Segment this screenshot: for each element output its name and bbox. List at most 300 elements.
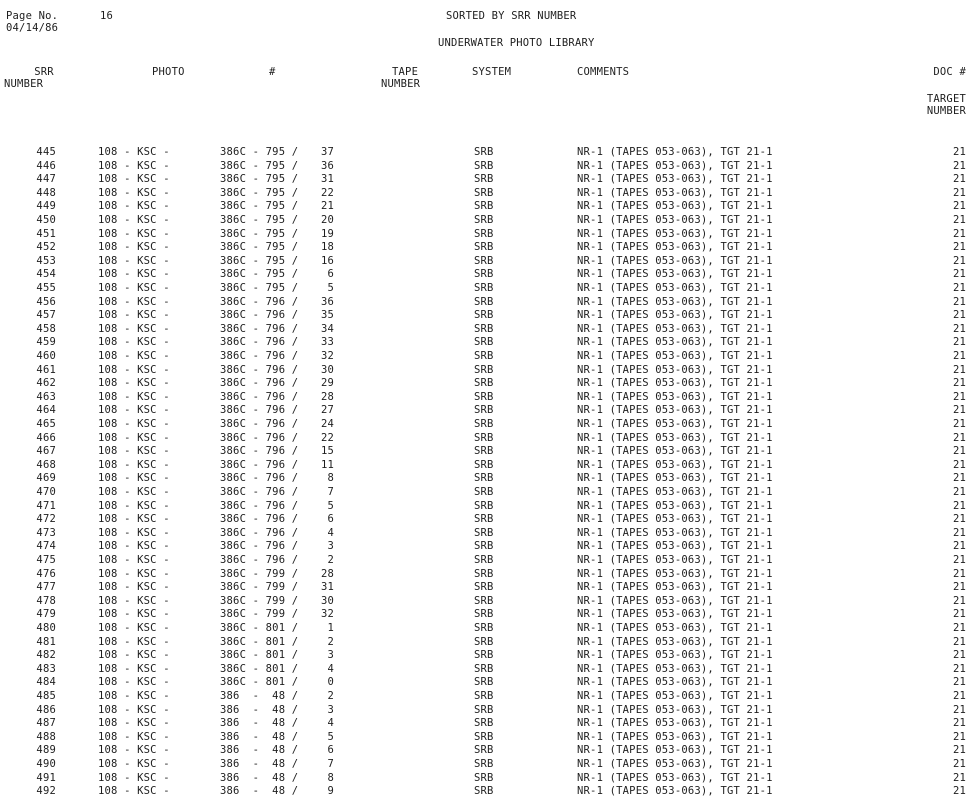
doc-number: 21 <box>952 404 966 417</box>
srr-number: 487 <box>36 717 56 730</box>
photo-prefix: 108 - KSC - <box>98 404 170 417</box>
photo-number: 2 <box>327 635 334 648</box>
system-value: SRB <box>474 513 494 526</box>
photo-code: 386C - 801 / <box>220 622 299 634</box>
photo-code: 386C - 795 / <box>220 241 299 254</box>
comment-text: NR-1 (TAPES 053-063), TGT 21-1 <box>577 431 773 444</box>
system-value: SRB <box>474 472 494 485</box>
comment-text: NR-1 (TAPES 053-063), TGT 21-1 <box>577 254 773 267</box>
system-value: SRB <box>474 690 494 702</box>
photo-code: 386C - 796 / <box>220 486 299 498</box>
photo-code: 386C - 795 / <box>220 159 299 172</box>
photo-code: 386C - 796 / <box>220 526 299 539</box>
photo-prefix: 108 - KSC - <box>98 173 170 186</box>
srr-number: 474 <box>36 540 56 553</box>
table-row <box>0 418 977 431</box>
doc-number: 21 <box>952 785 966 798</box>
srr-number: 453 <box>36 254 56 267</box>
photo-number: 4 <box>327 526 334 539</box>
photo-code: 386C - 795 / <box>220 227 299 240</box>
photo-prefix: 108 - KSC - <box>98 499 170 512</box>
doc-number: 21 <box>952 377 966 390</box>
system-value: SRB <box>474 404 494 417</box>
photo-code: 386C - 795 / <box>220 268 299 281</box>
comment-text: NR-1 (TAPES 053-063), TGT 21-1 <box>577 159 773 172</box>
srr-number: 452 <box>36 241 56 254</box>
system-value: SRB <box>474 676 494 689</box>
table-row <box>0 241 977 254</box>
photo-prefix: 108 - KSC - <box>98 744 170 757</box>
photo-prefix: 108 - KSC - <box>98 581 170 594</box>
photo-code: 386C - 796 / <box>220 554 299 566</box>
doc-number: 21 <box>952 581 966 594</box>
srr-number: 472 <box>36 513 56 526</box>
system-value: SRB <box>474 608 494 621</box>
photo-prefix: 108 - KSC - <box>98 594 170 607</box>
table-row <box>0 364 977 377</box>
col-system: SYSTEM <box>472 66 512 78</box>
table-row <box>0 608 977 621</box>
table-row <box>0 432 977 445</box>
table-row <box>0 568 977 581</box>
srr-number: 486 <box>36 703 56 716</box>
photo-prefix: 108 - KSC - <box>98 200 170 213</box>
system-value: SRB <box>474 159 494 172</box>
photo-number: 7 <box>327 758 334 770</box>
srr-number: 488 <box>36 730 56 743</box>
photo-number: 20 <box>320 214 334 226</box>
photo-code: 386C - 796 / <box>220 472 299 485</box>
system-value: SRB <box>474 173 494 186</box>
srr-number: 448 <box>36 186 56 199</box>
table-row <box>0 663 977 676</box>
table-row <box>0 377 977 390</box>
photo-number: 0 <box>327 676 334 689</box>
photo-number: 7 <box>327 486 334 498</box>
photo-prefix: 108 - KSC - <box>98 635 170 648</box>
photo-prefix: 108 - KSC - <box>98 703 170 716</box>
comment-text: NR-1 (TAPES 053-063), TGT 21-1 <box>577 622 773 634</box>
photo-code: 386C - 796 / <box>220 377 299 390</box>
photo-number: 30 <box>320 594 334 607</box>
photo-prefix: 108 - KSC - <box>98 458 170 471</box>
photo-prefix: 108 - KSC - <box>98 186 170 199</box>
photo-prefix: 108 - KSC - <box>98 662 170 675</box>
photo-prefix: 108 - KSC - <box>98 295 170 308</box>
photo-prefix: 108 - KSC - <box>98 730 170 743</box>
doc-number: 21 <box>952 295 966 308</box>
photo-prefix: 108 - KSC - <box>98 241 170 254</box>
photo-number: 6 <box>327 268 334 281</box>
table-row <box>0 731 977 744</box>
col-target: TARGET <box>926 93 966 105</box>
photo-code: 386C - 801 / <box>220 649 299 662</box>
doc-number: 21 <box>952 445 966 458</box>
system-value: SRB <box>474 350 494 362</box>
comment-text: NR-1 (TAPES 053-063), TGT 21-1 <box>577 295 773 308</box>
table-row <box>0 323 977 336</box>
comment-text: NR-1 (TAPES 053-063), TGT 21-1 <box>577 173 773 186</box>
table-row <box>0 595 977 608</box>
photo-code: 386C - 796 / <box>220 404 299 417</box>
table-row <box>0 391 977 404</box>
doc-number: 21 <box>952 594 966 607</box>
photo-number: 31 <box>320 581 334 594</box>
photo-code: 386 - 48 / <box>220 730 299 743</box>
comment-text: NR-1 (TAPES 053-063), TGT 21-1 <box>577 676 773 689</box>
photo-code: 386C - 796 / <box>220 513 299 526</box>
srr-number: 449 <box>36 200 56 213</box>
comment-text: NR-1 (TAPES 053-063), TGT 21-1 <box>577 241 773 254</box>
srr-number: 465 <box>36 418 56 430</box>
doc-number: 21 <box>952 268 966 281</box>
comment-text: NR-1 (TAPES 053-063), TGT 21-1 <box>577 717 773 730</box>
srr-number: 455 <box>36 282 56 294</box>
photo-prefix: 108 - KSC - <box>98 717 170 730</box>
photo-prefix: 108 - KSC - <box>98 227 170 240</box>
doc-number: 21 <box>952 200 966 213</box>
doc-number: 21 <box>952 350 966 362</box>
photo-number: 33 <box>320 336 334 349</box>
photo-number: 16 <box>320 254 334 267</box>
comment-text: NR-1 (TAPES 053-063), TGT 21-1 <box>577 418 773 430</box>
srr-number: 464 <box>36 404 56 417</box>
system-value: SRB <box>474 227 494 240</box>
comment-text: NR-1 (TAPES 053-063), TGT 21-1 <box>577 268 773 281</box>
table-row <box>0 676 977 689</box>
srr-number: 475 <box>36 554 56 566</box>
photo-prefix: 108 - KSC - <box>98 785 170 798</box>
doc-number: 21 <box>952 418 966 430</box>
photo-number: 30 <box>320 363 334 376</box>
photo-prefix: 108 - KSC - <box>98 540 170 553</box>
page-label: Page No. <box>6 10 59 22</box>
comment-text: NR-1 (TAPES 053-063), TGT 21-1 <box>577 771 773 784</box>
srr-number: 461 <box>36 363 56 376</box>
doc-number: 21 <box>952 336 966 349</box>
photo-code: 386C - 796 / <box>220 458 299 471</box>
doc-number: 21 <box>952 717 966 730</box>
comment-text: NR-1 (TAPES 053-063), TGT 21-1 <box>577 581 773 594</box>
srr-number: 492 <box>36 785 56 798</box>
photo-number: 32 <box>320 350 334 362</box>
photo-number: 6 <box>327 513 334 526</box>
photo-number: 9 <box>327 785 334 798</box>
system-value: SRB <box>474 186 494 199</box>
photo-number: 34 <box>320 322 334 335</box>
doc-number: 21 <box>952 363 966 376</box>
table-row <box>0 540 977 553</box>
system-value: SRB <box>474 703 494 716</box>
doc-number: 21 <box>952 676 966 689</box>
table-row <box>0 255 977 268</box>
photo-number: 28 <box>320 567 334 580</box>
doc-number: 21 <box>952 472 966 485</box>
srr-number: 447 <box>36 173 56 186</box>
doc-number: 21 <box>952 758 966 770</box>
doc-number: 21 <box>952 322 966 335</box>
srr-number: 460 <box>36 350 56 362</box>
photo-number: 3 <box>327 649 334 662</box>
photo-number: 6 <box>327 744 334 757</box>
comment-text: NR-1 (TAPES 053-063), TGT 21-1 <box>577 785 773 798</box>
system-value: SRB <box>474 295 494 308</box>
sort-title: SORTED BY SRR NUMBER <box>446 10 577 22</box>
table-row <box>0 146 977 159</box>
photo-prefix: 108 - KSC - <box>98 690 170 702</box>
photo-prefix: 108 - KSC - <box>98 159 170 172</box>
srr-number: 483 <box>36 662 56 675</box>
photo-code: 386C - 796 / <box>220 322 299 335</box>
doc-number: 21 <box>952 635 966 648</box>
srr-number: 462 <box>36 377 56 390</box>
srr-number: 473 <box>36 526 56 539</box>
photo-code: 386C - 801 / <box>220 676 299 689</box>
comment-text: NR-1 (TAPES 053-063), TGT 21-1 <box>577 282 773 294</box>
photo-number: 2 <box>327 690 334 702</box>
comment-text: NR-1 (TAPES 053-063), TGT 21-1 <box>577 730 773 743</box>
photo-code: 386C - 799 / <box>220 567 299 580</box>
doc-number: 21 <box>952 254 966 267</box>
photo-number: 3 <box>327 703 334 716</box>
doc-number: 21 <box>952 458 966 471</box>
srr-number: 468 <box>36 458 56 471</box>
photo-code: 386C - 796 / <box>220 418 299 430</box>
table-row <box>0 649 977 662</box>
table-row <box>0 296 977 309</box>
system-value: SRB <box>474 458 494 471</box>
srr-number: 476 <box>36 567 56 580</box>
doc-number: 21 <box>952 622 966 634</box>
col-srr-number: NUMBER <box>4 78 44 90</box>
photo-prefix: 108 - KSC - <box>98 282 170 294</box>
system-value: SRB <box>474 717 494 730</box>
srr-number: 484 <box>36 676 56 689</box>
photo-code: 386C - 795 / <box>220 254 299 267</box>
comment-text: NR-1 (TAPES 053-063), TGT 21-1 <box>577 214 773 226</box>
system-value: SRB <box>474 363 494 376</box>
comment-text: NR-1 (TAPES 053-063), TGT 21-1 <box>577 608 773 621</box>
photo-number: 21 <box>320 200 334 213</box>
photo-code: 386C - 795 / <box>220 200 299 213</box>
table-row <box>0 472 977 485</box>
doc-number: 21 <box>952 159 966 172</box>
comment-text: NR-1 (TAPES 053-063), TGT 21-1 <box>577 227 773 240</box>
table-row <box>0 527 977 540</box>
srr-number: 479 <box>36 608 56 621</box>
photo-prefix: 108 - KSC - <box>98 771 170 784</box>
photo-number: 32 <box>320 608 334 621</box>
system-value: SRB <box>474 486 494 498</box>
system-value: SRB <box>474 377 494 390</box>
table-row <box>0 459 977 472</box>
photo-code: 386C - 795 / <box>220 146 299 158</box>
photo-prefix: 108 - KSC - <box>98 445 170 458</box>
comment-text: NR-1 (TAPES 053-063), TGT 21-1 <box>577 499 773 512</box>
photo-code: 386C - 795 / <box>220 173 299 186</box>
doc-number: 21 <box>952 649 966 662</box>
srr-number: 471 <box>36 499 56 512</box>
system-value: SRB <box>474 254 494 267</box>
col-tape-number: NUMBER <box>381 78 421 90</box>
comment-text: NR-1 (TAPES 053-063), TGT 21-1 <box>577 363 773 376</box>
srr-number: 457 <box>36 309 56 322</box>
comment-text: NR-1 (TAPES 053-063), TGT 21-1 <box>577 758 773 770</box>
photo-prefix: 108 - KSC - <box>98 377 170 390</box>
library-title: UNDERWATER PHOTO LIBRARY <box>438 37 595 49</box>
photo-prefix: 108 - KSC - <box>98 431 170 444</box>
srr-number: 480 <box>36 622 56 634</box>
comment-text: NR-1 (TAPES 053-063), TGT 21-1 <box>577 649 773 662</box>
comment-text: NR-1 (TAPES 053-063), TGT 21-1 <box>577 146 773 158</box>
srr-number: 478 <box>36 594 56 607</box>
photo-code: 386C - 796 / <box>220 350 299 362</box>
photo-number: 27 <box>320 404 334 417</box>
doc-number: 21 <box>952 540 966 553</box>
page-number: 16 <box>100 10 114 22</box>
srr-number: 482 <box>36 649 56 662</box>
photo-prefix: 108 - KSC - <box>98 418 170 430</box>
system-value: SRB <box>474 499 494 512</box>
photo-prefix: 108 - KSC - <box>98 758 170 770</box>
photo-prefix: 108 - KSC - <box>98 350 170 362</box>
system-value: SRB <box>474 390 494 403</box>
srr-number: 446 <box>36 159 56 172</box>
doc-number: 21 <box>952 186 966 199</box>
photo-number: 5 <box>327 499 334 512</box>
srr-number: 489 <box>36 744 56 757</box>
photo-prefix: 108 - KSC - <box>98 554 170 566</box>
srr-number: 459 <box>36 336 56 349</box>
table-row <box>0 228 977 241</box>
photo-prefix: 108 - KSC - <box>98 322 170 335</box>
system-value: SRB <box>474 581 494 594</box>
srr-number: 477 <box>36 581 56 594</box>
photo-code: 386 - 48 / <box>220 785 299 798</box>
table-row <box>0 513 977 526</box>
table-row <box>0 268 977 281</box>
doc-number: 21 <box>952 146 966 158</box>
system-value: SRB <box>474 567 494 580</box>
photo-number: 5 <box>327 730 334 743</box>
system-value: SRB <box>474 649 494 662</box>
doc-number: 21 <box>952 744 966 757</box>
system-value: SRB <box>474 268 494 281</box>
photo-number: 24 <box>320 418 334 430</box>
photo-code: 386 - 48 / <box>220 758 299 770</box>
col-tape: TAPE <box>392 66 419 78</box>
photo-code: 386C - 799 / <box>220 581 299 594</box>
photo-number: 18 <box>320 241 334 254</box>
comment-text: NR-1 (TAPES 053-063), TGT 21-1 <box>577 309 773 322</box>
system-value: SRB <box>474 758 494 770</box>
comment-text: NR-1 (TAPES 053-063), TGT 21-1 <box>577 200 773 213</box>
comment-text: NR-1 (TAPES 053-063), TGT 21-1 <box>577 662 773 675</box>
doc-number: 21 <box>952 214 966 226</box>
photo-number: 8 <box>327 771 334 784</box>
doc-number: 21 <box>952 662 966 675</box>
photo-code: 386C - 796 / <box>220 540 299 553</box>
system-value: SRB <box>474 214 494 226</box>
photo-code: 386C - 796 / <box>220 445 299 458</box>
comment-text: NR-1 (TAPES 053-063), TGT 21-1 <box>577 186 773 199</box>
system-value: SRB <box>474 282 494 294</box>
system-value: SRB <box>474 445 494 458</box>
system-value: SRB <box>474 309 494 322</box>
srr-number: 458 <box>36 322 56 335</box>
comment-text: NR-1 (TAPES 053-063), TGT 21-1 <box>577 445 773 458</box>
table-row <box>0 187 977 200</box>
doc-number: 21 <box>952 227 966 240</box>
table-row <box>0 690 977 703</box>
doc-number: 21 <box>952 690 966 702</box>
photo-number: 2 <box>327 554 334 566</box>
photo-prefix: 108 - KSC - <box>98 622 170 634</box>
system-value: SRB <box>474 662 494 675</box>
photo-number: 3 <box>327 540 334 553</box>
system-value: SRB <box>474 322 494 335</box>
table-row <box>0 785 977 798</box>
doc-number: 21 <box>952 390 966 403</box>
comment-text: NR-1 (TAPES 053-063), TGT 21-1 <box>577 567 773 580</box>
photo-number: 36 <box>320 159 334 172</box>
doc-number: 21 <box>952 486 966 498</box>
photo-number: 22 <box>320 431 334 444</box>
photo-code: 386C - 796 / <box>220 295 299 308</box>
comment-text: NR-1 (TAPES 053-063), TGT 21-1 <box>577 404 773 417</box>
srr-number: 454 <box>36 268 56 281</box>
photo-prefix: 108 - KSC - <box>98 214 170 226</box>
srr-number: 469 <box>36 472 56 485</box>
doc-number: 21 <box>952 241 966 254</box>
photo-number: 28 <box>320 390 334 403</box>
srr-number: 467 <box>36 445 56 458</box>
comment-text: NR-1 (TAPES 053-063), TGT 21-1 <box>577 390 773 403</box>
doc-number: 21 <box>952 282 966 294</box>
srr-number: 490 <box>36 758 56 770</box>
col-comments: COMMENTS <box>577 66 630 78</box>
photo-code: 386C - 795 / <box>220 214 299 226</box>
srr-number: 456 <box>36 295 56 308</box>
table-row <box>0 486 977 499</box>
comment-text: NR-1 (TAPES 053-063), TGT 21-1 <box>577 554 773 566</box>
photo-code: 386C - 795 / <box>220 282 299 294</box>
system-value: SRB <box>474 146 494 158</box>
photo-prefix: 108 - KSC - <box>98 676 170 689</box>
photo-code: 386 - 48 / <box>220 771 299 784</box>
comment-text: NR-1 (TAPES 053-063), TGT 21-1 <box>577 513 773 526</box>
comment-text: NR-1 (TAPES 053-063), TGT 21-1 <box>577 526 773 539</box>
photo-number: 11 <box>320 458 334 471</box>
doc-number: 21 <box>952 173 966 186</box>
doc-number: 21 <box>952 554 966 566</box>
table-row <box>0 404 977 417</box>
srr-number: 470 <box>36 486 56 498</box>
col-hash: # <box>269 66 276 78</box>
comment-text: NR-1 (TAPES 053-063), TGT 21-1 <box>577 377 773 390</box>
photo-prefix: 108 - KSC - <box>98 567 170 580</box>
comment-text: NR-1 (TAPES 053-063), TGT 21-1 <box>577 594 773 607</box>
photo-number: 36 <box>320 295 334 308</box>
table-row <box>0 581 977 594</box>
table-row <box>0 772 977 785</box>
srr-number: 450 <box>36 214 56 226</box>
photo-number: 31 <box>320 173 334 186</box>
doc-number: 21 <box>952 526 966 539</box>
doc-number: 21 <box>952 431 966 444</box>
system-value: SRB <box>474 200 494 213</box>
doc-number: 21 <box>952 771 966 784</box>
